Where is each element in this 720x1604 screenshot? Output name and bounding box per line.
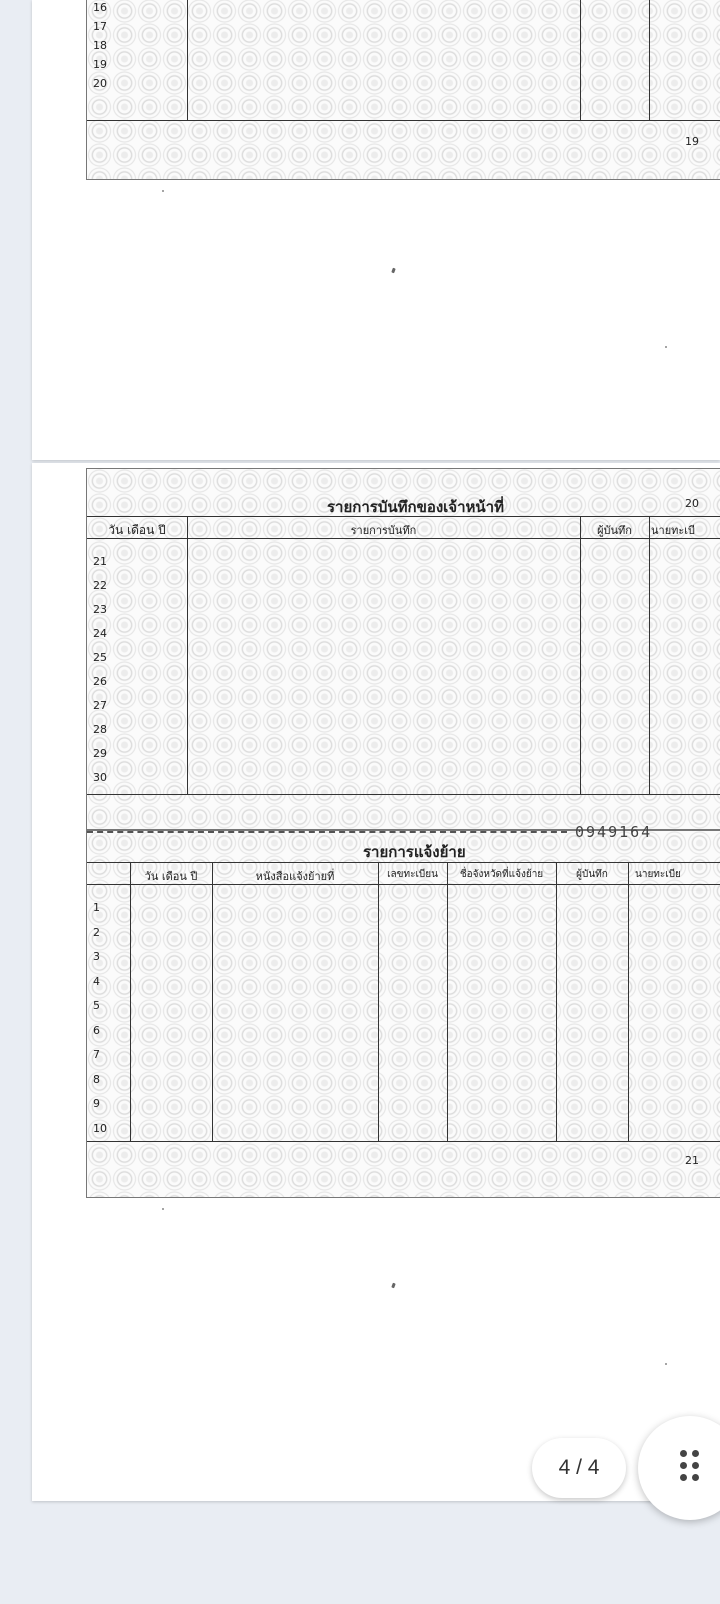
table-divider (556, 862, 557, 1141)
header-registrar: นายทะเบีย (635, 869, 681, 880)
page-number: 20 (685, 497, 699, 510)
row-number: 16 (93, 1, 107, 14)
header-registration-number: เลขทะเบียน (387, 869, 438, 880)
row-number: 22 (93, 579, 107, 592)
table-divider (87, 794, 720, 795)
scan-dot (665, 1363, 667, 1365)
row-number: 27 (93, 699, 107, 712)
document-page-4 (32, 463, 720, 1501)
row-number: 7 (93, 1048, 100, 1061)
row-number: 19 (93, 58, 107, 71)
table-divider (649, 0, 650, 121)
table-divider (580, 0, 581, 121)
row-number: 24 (93, 627, 107, 640)
row-number: 5 (93, 999, 100, 1012)
officer-records-table-continued (86, 0, 720, 180)
header-province: ชื่อจังหวัดที่แจ้งย้าย (459, 869, 544, 880)
scan-dot (162, 1208, 164, 1210)
table-divider (378, 862, 379, 1141)
page-indicator: 4 / 4 (532, 1438, 626, 1498)
table-divider (628, 862, 629, 1141)
row-number: 23 (93, 603, 107, 616)
row-number: 30 (93, 771, 107, 784)
scan-dot (665, 346, 667, 348)
row-number: 2 (93, 925, 100, 939)
row-number: 26 (93, 675, 107, 688)
row-number: 3 (93, 950, 100, 963)
row-number: 6 (93, 1023, 100, 1037)
row-number: 4 (93, 974, 100, 988)
row-number: 25 (93, 651, 107, 664)
table-divider (212, 862, 213, 1141)
row-number: 8 (93, 1072, 100, 1086)
scan-speck (391, 1283, 396, 1289)
scan-dot (162, 190, 164, 192)
header-notice-number: หนังสือแจ้งย้ายที่ (255, 870, 335, 883)
header-entry: รายการบันทึก (350, 524, 417, 537)
table-divider (187, 0, 188, 121)
table-divider (447, 862, 448, 1141)
table-divider (649, 516, 650, 794)
header-recorder: ผู้บันทึก (576, 869, 608, 880)
table-divider (87, 862, 720, 863)
table-divider (130, 862, 131, 1141)
row-number: 18 (93, 39, 107, 52)
page-number: 21 (685, 1154, 699, 1167)
page-number: 19 (685, 135, 699, 148)
table-divider (87, 120, 720, 121)
table-divider (580, 516, 581, 794)
perforation-line (87, 831, 567, 833)
document-page-3 (32, 0, 720, 460)
row-number: 10 (93, 1121, 107, 1135)
row-number: 20 (93, 77, 107, 90)
scan-speck (391, 268, 396, 274)
records-title: รายการบันทึกของเจ้าหน้าที่ (327, 498, 504, 516)
move-notifications-table (86, 823, 720, 1198)
serial-number: 0949164 (575, 823, 653, 841)
header-date: วัน เดือน ปี (144, 870, 198, 883)
moves-title: รายการแจ้งย้าย (363, 843, 466, 861)
row-number: 17 (93, 20, 107, 33)
table-divider (87, 1141, 720, 1142)
header-date: วัน เดือน ปี (108, 523, 166, 537)
table-divider (87, 516, 720, 517)
row-number: 28 (93, 723, 107, 736)
row-number: 9 (93, 1097, 100, 1110)
row-number: 29 (93, 747, 107, 760)
header-registrar: นายทะเบี (651, 524, 696, 537)
header-recorder: ผู้บันทึก (597, 524, 632, 537)
officer-records-table (86, 468, 720, 830)
row-number: 21 (93, 555, 107, 568)
table-divider (187, 516, 188, 794)
row-number: 1 (93, 901, 100, 914)
